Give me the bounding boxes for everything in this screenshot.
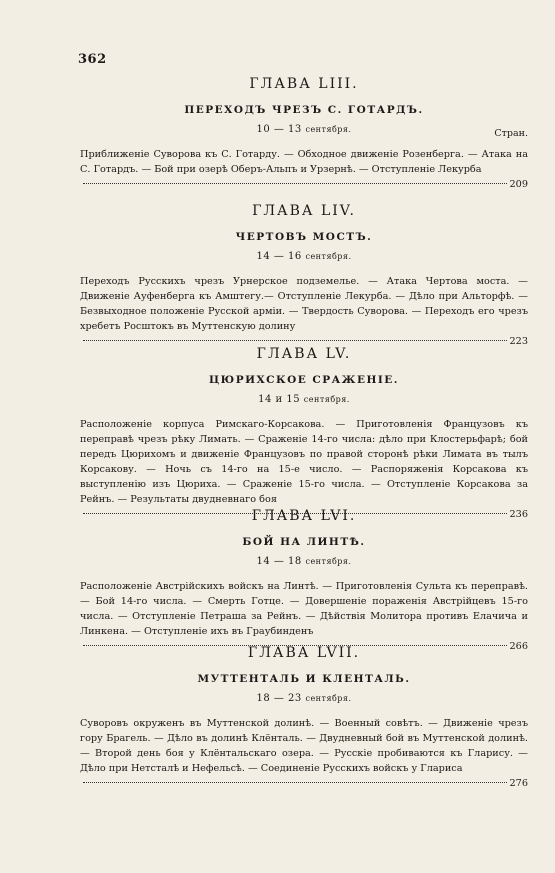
summary-text: Приближеніе Суворова къ С. Готарду. — Обходное движеніе Розенберга. — Атака на С. Готардъ. — Бой при озерѣ Оберъ-Альпъ и Урзернѣ. — Отступленіе Лекурба xyxy=(80,149,528,175)
chapter-title: ГЛАВА LIV. xyxy=(252,203,356,219)
chapter-page-ref: 223 xyxy=(509,336,528,347)
chapter-subtitle: МУТТЕНТАЛЬ И КЛЕНТАЛЬ. xyxy=(197,673,411,685)
chapter-page-ref: 236 xyxy=(509,509,528,520)
chapter-summary xyxy=(80,716,528,791)
chapter-title: ГЛАВА LVI. xyxy=(251,508,357,524)
chapter-subtitle: ЦЮРИХСКОЕ СРАЖЕНІЕ. xyxy=(209,374,399,386)
chapter-53 xyxy=(80,76,528,192)
chapter-subtitle: ПЕРЕХОДЪ ЧРЕЗЪ С. ГОТАРДЪ. xyxy=(184,104,424,116)
chapter-summary xyxy=(80,147,528,192)
chapter-page-ref: 276 xyxy=(509,778,528,789)
chapter-title: ГЛАВА LIII. xyxy=(249,76,359,92)
chapter-56 xyxy=(80,508,528,654)
chapter-dates: 14 — 16 сентября. xyxy=(256,251,352,262)
chapter-dates: 10 — 13 сентября. xyxy=(256,124,352,135)
page-column-label: Стран. xyxy=(494,128,528,139)
summary-text: Расположеніе Австрійскихъ войскъ на Линтѣ. — Приготовленія Сульта къ переправѣ. — Бой 14-го числа. — Смерть Готце. — Довершеніе пораженія Австрійцевъ 15-го числа. — Отступленіе Петраша за Рейнъ. — Дѣйствія Молитора противъ Елачича и Линкена. — Отступленіе ихъ въ Граубинденъ xyxy=(80,581,528,637)
chapter-57 xyxy=(80,645,528,791)
chapter-54 xyxy=(80,203,528,349)
chapter-dates: 14 — 18 сентября. xyxy=(256,556,352,567)
chapter-dates: 18 — 23 сентября. xyxy=(256,693,352,704)
chapter-subtitle: БОЙ НА ЛИНТѢ. xyxy=(242,536,366,548)
chapter-subtitle: ЧЕРТОВЪ МОСТЪ. xyxy=(235,231,373,243)
summary-text: Переходъ Русскихъ чрезъ Урнерское подземелье. — Атака Чертова моста. — Движеніе Ауфенберга къ Амштегу.— Отступленіе Лекурба. — Дѣло при Альторфѣ. — Безвыходное положеніе Русской арміи. — Твердость Суворова. — Переходъ его чрезъ хребетъ Росштокъ въ Муттенскую долину xyxy=(80,276,528,332)
chapter-55 xyxy=(80,346,528,522)
chapter-summary xyxy=(80,579,528,654)
chapter-summary xyxy=(80,417,528,522)
chapter-title: ГЛАВА LVII. xyxy=(247,645,361,661)
chapter-page-ref: 266 xyxy=(509,641,528,652)
chapter-dates: 14 и 15 сентября. xyxy=(258,394,350,405)
chapter-page-ref: 209 xyxy=(509,179,528,190)
page-number: 362 xyxy=(78,52,107,67)
chapter-summary xyxy=(80,274,528,349)
summary-text: Суворовъ окруженъ въ Муттенской долинѣ. — Военный совѣтъ. — Движеніе чрезъ гору Брагель. — Дѣло въ долинѣ Клёнталь. — Двудневный бой въ Муттенской долинѣ. — Второй день боя у Клёнтальскаго озера. — Русскіе пробиваются къ Гларису. — Дѣло при Нетсталѣ и Нефельсѣ. — Соединеніе Русскихъ войскъ у Глариса xyxy=(80,718,528,774)
chapter-title: ГЛАВА LV. xyxy=(256,346,352,362)
summary-text: Расположеніе корпуса Римскаго-Корсакова. — Приготовленія Французовъ къ переправѣ чрезъ рѣку Лимать. — Сраженіе 14-го числа: дѣло при Клостерьфарѣ; бой передъ Цюрихомъ и движеніе Французовъ по правой сторонѣ рѣки Лимата въ тылъ Корсакову. — Ночь съ 14-го на 15-е число. — Распоряженія Корсакова къ выступленію изъ Цюриха. — Сраженіе 15-го числа. — Отступленіе Корсакова за Рейнъ. — Результаты двудневнаго боя xyxy=(80,419,528,505)
